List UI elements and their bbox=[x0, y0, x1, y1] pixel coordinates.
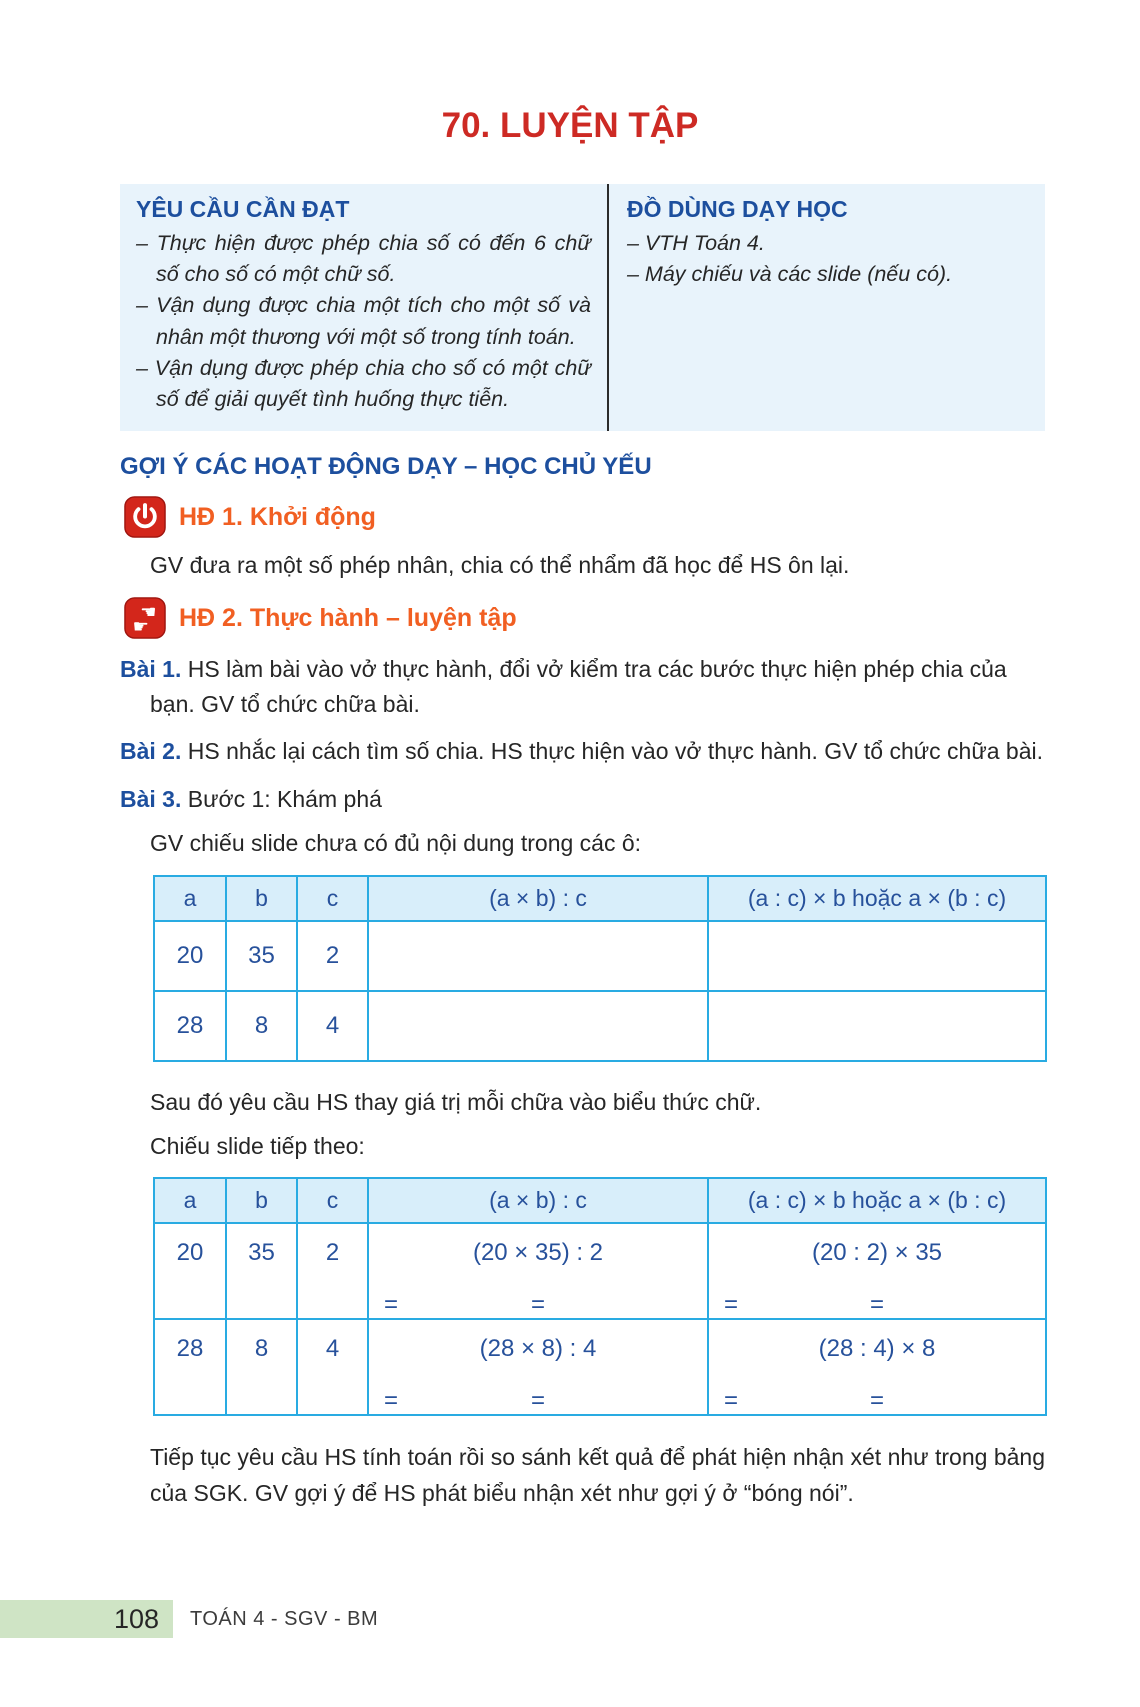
equals-line bbox=[370, 1291, 706, 1317]
equals-sign: = bbox=[384, 1291, 399, 1319]
cell-quotient-expression bbox=[708, 1319, 1046, 1415]
requirement-item: – Thực hiện được phép chia số có đến 6 chữ số cho số có một chữ số. bbox=[136, 231, 591, 287]
cell-b: 35 bbox=[226, 1223, 297, 1319]
equals-sign: = bbox=[869, 1291, 885, 1319]
col-header-product-expression: (a × b) : c bbox=[368, 1178, 708, 1223]
cell-quotient-expression bbox=[708, 1223, 1046, 1319]
table-row bbox=[154, 921, 1046, 991]
cell-c: 4 bbox=[297, 991, 368, 1061]
col-header-product-expression: (a × b) : c bbox=[368, 876, 708, 921]
equals-sign: = bbox=[530, 1387, 546, 1415]
equals-sign: = bbox=[530, 1291, 546, 1319]
book-edition-label: TOÁN 4 - SGV - BM bbox=[190, 1607, 379, 1630]
requirements-heading: YÊU CẦU CẦN ĐẠT bbox=[136, 196, 350, 222]
exercise-1-label: Bài 1. bbox=[120, 656, 182, 683]
table-header-row bbox=[154, 1178, 1046, 1223]
cell-quotient-blank bbox=[708, 921, 1046, 991]
cell-b: 8 bbox=[226, 1319, 297, 1415]
col-header-a: a bbox=[154, 876, 226, 921]
exercise-1 bbox=[120, 652, 1045, 721]
cell-a: 20 bbox=[154, 1223, 226, 1319]
activity-1-label: HĐ 1. Khởi động bbox=[179, 502, 376, 531]
col-header-a: a bbox=[154, 1178, 226, 1223]
page-number: 108 bbox=[113, 1603, 159, 1634]
after-table1-text: Sau đó yêu cầu HS thay giá trị mỗi chữa vào biểu thức chữ. bbox=[150, 1088, 762, 1115]
requirements-materials-box bbox=[120, 184, 1045, 431]
exercise-3-label: Bài 3. bbox=[120, 785, 182, 812]
materials-column bbox=[607, 184, 1045, 431]
cell-product-expression bbox=[368, 1223, 708, 1319]
svg-text:☚: ☚ bbox=[140, 602, 157, 624]
cell-c: 4 bbox=[297, 1319, 368, 1415]
slide-table-empty bbox=[153, 875, 1047, 1062]
material-item: – Máy chiếu và các slide (nếu có). bbox=[627, 262, 953, 287]
cell-product-blank bbox=[368, 921, 708, 991]
requirements-column bbox=[120, 184, 607, 431]
col-header-c: c bbox=[297, 876, 368, 921]
requirement-item: – Vận dụng được chia một tích cho một số và nhân một thương với một số trong tính toán. bbox=[136, 293, 591, 349]
slide2-intro: Chiếu slide tiếp theo: bbox=[150, 1133, 365, 1160]
table-row bbox=[154, 991, 1046, 1061]
exercise-3-text: Bước 1: Khám phá bbox=[187, 785, 382, 812]
pointing-hands-icon bbox=[124, 597, 166, 639]
requirement-item: – Vận dụng được phép chia cho số có một chữ số để giải quyết tình huống thực tiễn. bbox=[136, 355, 591, 411]
activity-2-label: HĐ 2. Thực hành – luyện tập bbox=[179, 603, 517, 632]
equals-sign: = bbox=[384, 1387, 399, 1415]
exercise-2 bbox=[120, 734, 1045, 769]
page-number-band bbox=[0, 1600, 173, 1638]
equals-line bbox=[710, 1291, 1044, 1317]
cell-b: 8 bbox=[226, 991, 297, 1061]
cell-c: 2 bbox=[297, 921, 368, 991]
table-row bbox=[154, 1319, 1046, 1415]
col-header-quotient-expression: (a : c) × b hoặc a × (b : c) bbox=[708, 876, 1046, 921]
activity-1-body: GV đưa ra một số phép nhân, chia có thể nhẩm đã học để HS ôn lại. bbox=[150, 552, 850, 579]
cell-a: 28 bbox=[154, 991, 226, 1061]
col-header-c: c bbox=[297, 1178, 368, 1223]
exercise-2-text: HS nhắc lại cách tìm số chia. HS thực hiện vào vở thực hành. GV tổ chức chữa bài. bbox=[187, 738, 1043, 765]
cell-a: 20 bbox=[154, 921, 226, 991]
exercise-3 bbox=[120, 782, 1045, 817]
cell-product-blank bbox=[368, 991, 708, 1061]
equals-line bbox=[710, 1387, 1044, 1413]
cell-product-expression bbox=[368, 1319, 708, 1415]
cell-quotient-blank bbox=[708, 991, 1046, 1061]
quotient-expression: (20 : 2) × 35 bbox=[811, 1239, 943, 1267]
slide-table-filled bbox=[153, 1177, 1047, 1416]
table-row bbox=[154, 1223, 1046, 1319]
equals-sign: = bbox=[724, 1291, 739, 1319]
closing-paragraph: Tiếp tục yêu cầu HS tính toán rồi so sánh kết quả để phát hiện nhận xét như trong bảng của SGK. GV gợi ý để HS phát biểu nhận xét như gợi ý ở “bóng nói”. bbox=[150, 1444, 1045, 1507]
quotient-expression: (28 : 4) × 8 bbox=[818, 1335, 936, 1363]
equals-sign: = bbox=[724, 1387, 739, 1415]
cell-c: 2 bbox=[297, 1223, 368, 1319]
cell-a: 28 bbox=[154, 1319, 226, 1415]
material-item: – VTH Toán 4. bbox=[627, 231, 765, 255]
product-expression: (20 × 35) : 2 bbox=[472, 1239, 604, 1267]
materials-heading: ĐỒ DÙNG DẠY HỌC bbox=[627, 196, 848, 222]
table-header-row bbox=[154, 876, 1046, 921]
product-expression: (28 × 8) : 4 bbox=[479, 1335, 597, 1363]
activities-section-heading: GỢI Ý CÁC HOẠT ĐỘNG DẠY – HỌC CHỦ YẾU bbox=[120, 453, 652, 481]
col-header-b: b bbox=[226, 876, 297, 921]
col-header-quotient-expression: (a : c) × b hoặc a × (b : c) bbox=[708, 1178, 1046, 1223]
activity-1-header bbox=[124, 496, 1140, 538]
col-header-b: b bbox=[226, 1178, 297, 1223]
page-title: 70. LUYỆN TẬP bbox=[441, 106, 699, 145]
equals-line bbox=[370, 1387, 706, 1413]
exercise-2-label: Bài 2. bbox=[120, 738, 182, 765]
cell-b: 35 bbox=[226, 921, 297, 991]
activity-2-header bbox=[124, 597, 1140, 639]
svg-text:☛: ☛ bbox=[132, 616, 149, 638]
slide1-intro: GV chiếu slide chưa có đủ nội dung trong các ô: bbox=[150, 830, 642, 857]
page-footer bbox=[0, 1600, 378, 1638]
equals-sign: = bbox=[869, 1387, 885, 1415]
power-icon bbox=[124, 496, 166, 538]
exercise-1-text: HS làm bài vào vở thực hành, đổi vở kiểm tra các bước thực hiện phép chia của bạn. GV tổ chức chữa bài. bbox=[150, 656, 1007, 717]
